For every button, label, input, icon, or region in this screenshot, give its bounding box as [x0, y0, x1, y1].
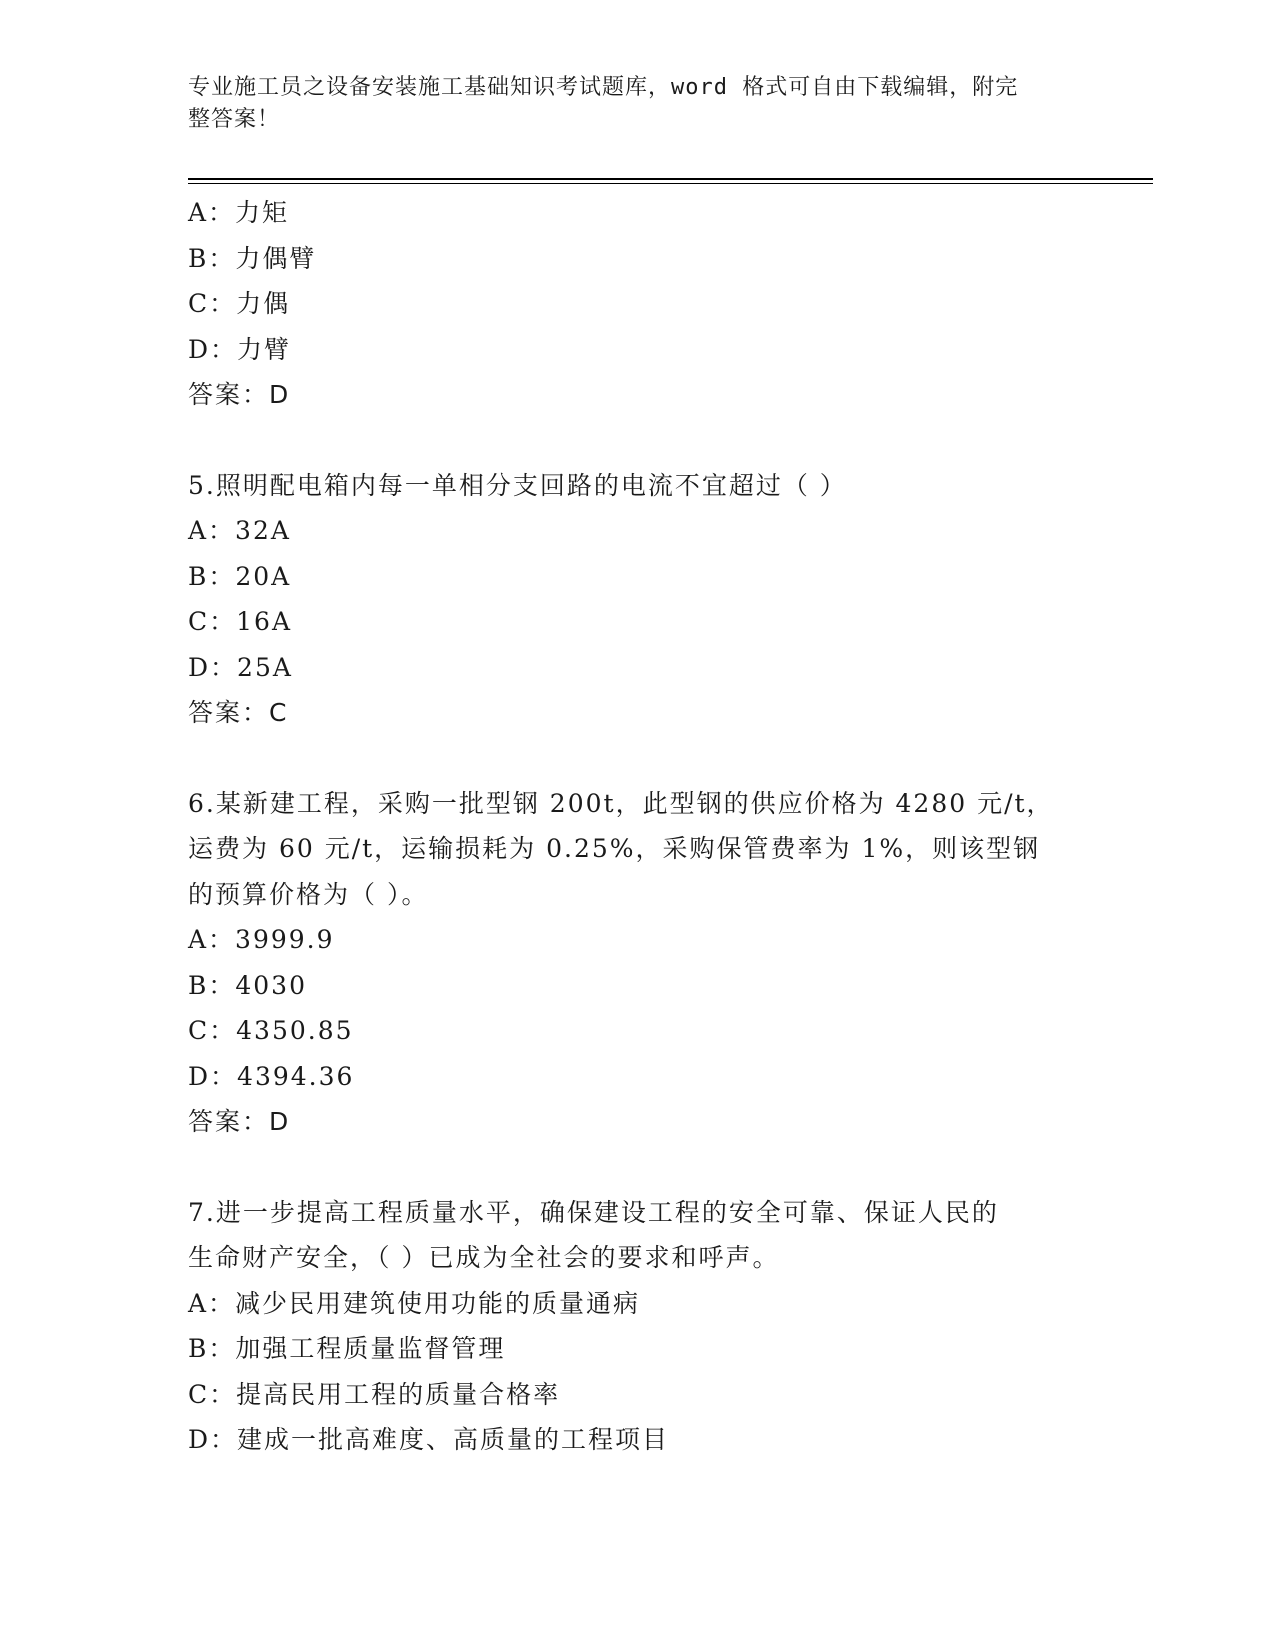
spacer — [188, 418, 1088, 463]
option-a: A：力矩 — [188, 198, 290, 227]
option-a: A：32A — [188, 516, 291, 545]
question-text: 7.进一步提高工程质量水平，确保建设工程的安全可靠、保证人民的 — [188, 1197, 999, 1227]
question-text: 5.照明配电箱内每一单相分支回路的电流不宜超过（ ） — [188, 470, 847, 500]
question-block — [188, 1190, 1088, 1463]
question-block — [188, 190, 1088, 418]
question-block — [188, 781, 1088, 1145]
option-c: C：力偶 — [188, 289, 291, 318]
option-c: C：提高民用工程的质量合格率 — [188, 1379, 561, 1409]
option-d: D：4394.36 — [188, 1061, 355, 1091]
header-line: 专业施工员之设备安装施工基础知识考试题库，word 格式可自由下载编辑，附完 — [188, 75, 1019, 100]
option-b: B：力偶臂 — [188, 243, 317, 273]
answer-line: 答案：D — [188, 380, 291, 409]
option-b: B：加强工程质量监督管理 — [188, 1334, 506, 1363]
option-b: B：20A — [188, 561, 292, 591]
question-text: 的预算价格为（ ）。 — [188, 879, 429, 909]
option-d: D：25A — [188, 652, 293, 682]
option-a: A：3999.9 — [188, 925, 335, 954]
question-text: 6.某新建工程，采购一批型钢 200t，此型钢的供应价格为 4280 元/t， — [188, 788, 1054, 818]
option-d: D：力臂 — [188, 334, 292, 364]
option-a: A：减少民用建筑使用功能的质量通病 — [188, 1288, 641, 1318]
header-rule-thick — [188, 178, 1153, 180]
option-b: B：4030 — [188, 970, 307, 1000]
answer-line: 答案：C — [188, 698, 289, 727]
question-text: 生命财产安全，（ ）已成为全社会的要求和呼声。 — [188, 1243, 780, 1272]
question-list — [188, 190, 1088, 1463]
option-c: C：4350.85 — [188, 1016, 354, 1045]
question-block — [188, 463, 1088, 736]
option-c: C：16A — [188, 607, 292, 636]
spacer — [188, 736, 1088, 781]
spacer — [188, 1145, 1088, 1190]
answer-line: 答案：D — [188, 1107, 291, 1136]
page-header — [188, 72, 1068, 136]
question-text: 运费为 60 元/t，运输损耗为 0.25%，采购保管费率为 1%，则该型钢 — [188, 834, 1041, 863]
header-rule-thin — [188, 183, 1153, 184]
header-line: 整答案！ — [188, 107, 281, 132]
option-d: D：建成一批高难度、高质量的工程项目 — [188, 1425, 670, 1454]
